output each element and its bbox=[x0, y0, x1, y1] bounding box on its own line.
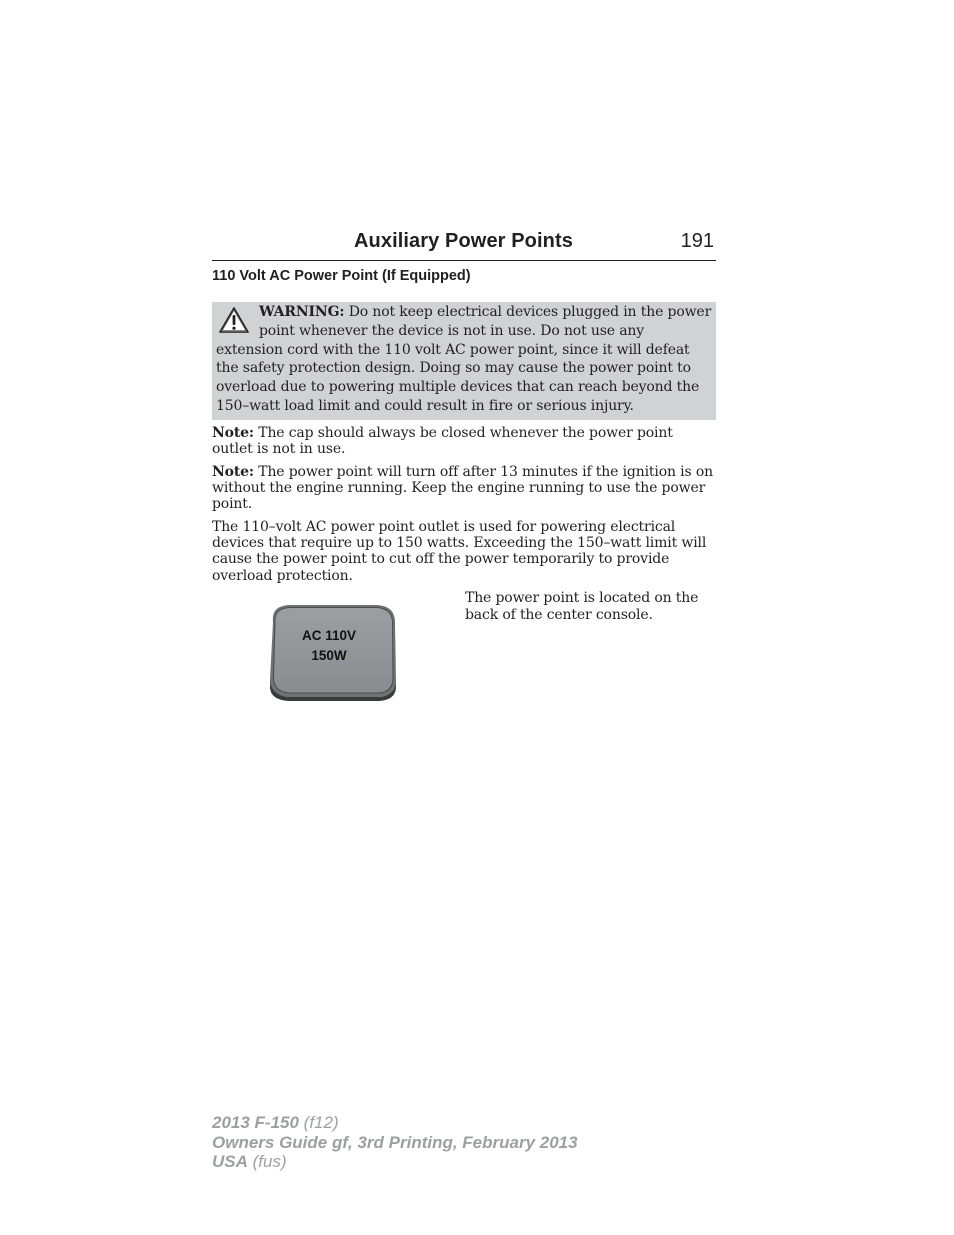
power-outlet-illustration bbox=[265, 602, 401, 704]
section-title: 110 Volt AC Power Point (If Equipped) bbox=[212, 268, 471, 284]
footer-line-3 bbox=[212, 1152, 578, 1172]
page-title: Auxiliary Power Points bbox=[354, 230, 573, 252]
warning-line2: point whenever the device is not in use. Do not use any bbox=[259, 322, 645, 339]
page-number: 191 bbox=[680, 230, 714, 252]
location-text: The power point is located on the back of the center console. bbox=[465, 590, 699, 623]
footer-edition: Owners Guide gf, 3rd Printing, February 2013 bbox=[212, 1132, 578, 1152]
footer-market-code: (fus) bbox=[247, 1152, 287, 1171]
note-cap bbox=[212, 425, 716, 457]
footer bbox=[212, 1113, 578, 1172]
warning-label: WARNING: bbox=[259, 304, 345, 320]
warning-box bbox=[212, 302, 716, 420]
footer-model: 2013 F-150 bbox=[212, 1113, 299, 1132]
outlet-label-wattage: 150W bbox=[311, 648, 347, 663]
note-label: Note: bbox=[212, 425, 254, 441]
note-ignition bbox=[212, 464, 716, 513]
warning-rest: extension cord with the 110 volt AC power point, since it will defeat the safety protection design. Doing so may cause the power point to overload due to powering multiple devices that can reach beyond the 150–watt load limit and could result in fire or serious injury. bbox=[216, 341, 700, 414]
body-paragraph: The 110–volt AC power point outlet is used for powering electrical devices that require up to 150 watts. Exceeding the 150–watt limit will cause the power point to cut off the power temporarily to provide overload protection. bbox=[212, 519, 707, 584]
outlet-label-voltage: AC 110V bbox=[301, 628, 357, 643]
page-header bbox=[212, 230, 716, 261]
note-label: Note: bbox=[212, 464, 254, 480]
footer-line-1 bbox=[212, 1113, 578, 1133]
note-text: The cap should always be closed whenever the power point outlet is not in use. bbox=[212, 425, 673, 458]
warning-text bbox=[216, 303, 712, 416]
footer-model-code: (f12) bbox=[298, 1113, 339, 1132]
note-text: The power point will turn off after 13 minutes if the ignition is on without the engine running. Keep the engine running to use the power point. bbox=[212, 464, 713, 513]
warning-line1: Do not keep electrical devices plugged in the power bbox=[348, 304, 712, 320]
footer-line-2 bbox=[212, 1133, 578, 1153]
footer-market: USA bbox=[212, 1152, 248, 1171]
